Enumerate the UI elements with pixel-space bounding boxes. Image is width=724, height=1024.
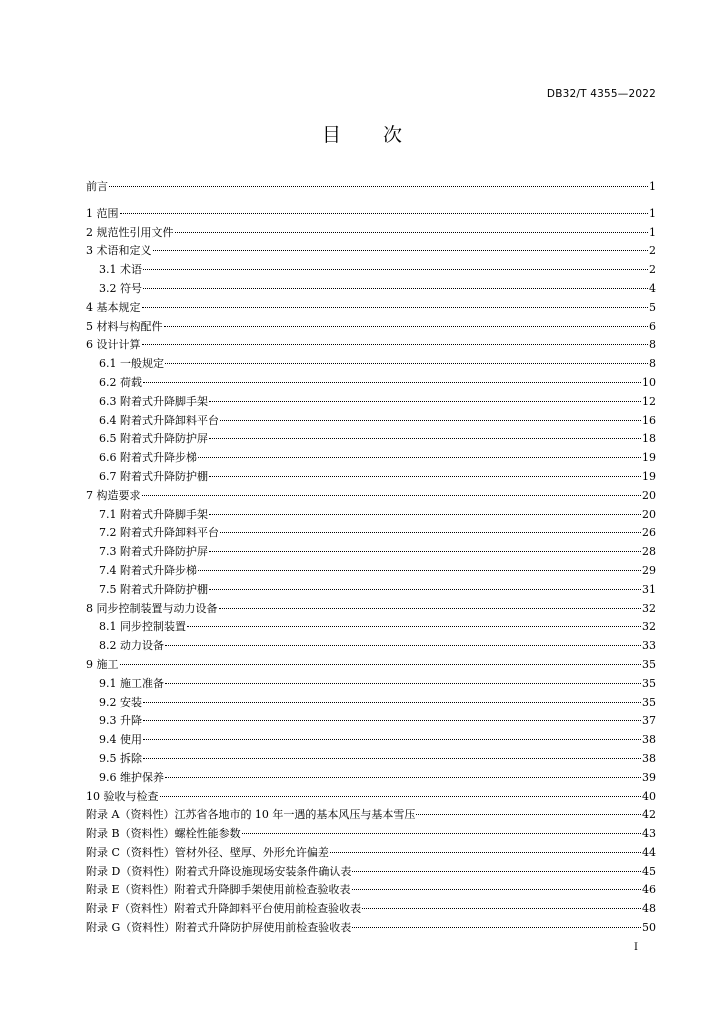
toc-entry[interactable] bbox=[86, 581, 656, 600]
toc-entry-page: 44 bbox=[642, 845, 656, 859]
toc-entry[interactable] bbox=[86, 178, 656, 197]
toc-entry[interactable] bbox=[86, 618, 656, 637]
toc-leader-dots bbox=[219, 608, 642, 609]
toc-entry[interactable] bbox=[86, 806, 656, 825]
toc-entry-label: 附录 F（资料性）附着式升降卸料平台使用前检查验收表 bbox=[86, 902, 362, 916]
toc-leader-dots bbox=[143, 382, 641, 383]
toc-entry[interactable] bbox=[86, 694, 656, 713]
toc-leader-dots bbox=[143, 702, 641, 703]
toc-entry[interactable] bbox=[86, 562, 656, 581]
toc-entry[interactable] bbox=[86, 336, 656, 355]
toc-entry-page: 5 bbox=[649, 300, 656, 314]
toc-entry[interactable] bbox=[86, 224, 656, 243]
toc-entry-page: 19 bbox=[642, 469, 656, 483]
toc-entry[interactable] bbox=[86, 543, 656, 562]
toc-entry-page: 1 bbox=[649, 225, 656, 239]
toc-entry-label: 7.2 附着式升降卸料平台 bbox=[99, 526, 219, 540]
page-title bbox=[0, 120, 724, 147]
toc-entry[interactable] bbox=[86, 280, 656, 299]
toc-entry[interactable] bbox=[86, 675, 656, 694]
toc-entry-page: 31 bbox=[642, 582, 656, 596]
toc-entry-page: 10 bbox=[642, 375, 656, 389]
toc-leader-dots bbox=[120, 213, 649, 214]
toc-entry[interactable] bbox=[86, 261, 656, 280]
toc-entry-page: 45 bbox=[642, 864, 656, 878]
toc-entry[interactable] bbox=[86, 242, 656, 261]
toc-entry-page: 4 bbox=[649, 281, 656, 295]
toc-entry-page: 8 bbox=[649, 357, 656, 371]
toc-entry-label: 附录 D（资料性）附着式升降设施现场安装条件确认表 bbox=[86, 864, 352, 878]
toc-entry-label: 6.5 附着式升降防护屏 bbox=[99, 432, 208, 446]
toc-entry-label: 7.4 附着式升降步梯 bbox=[99, 563, 197, 577]
toc-entry[interactable] bbox=[86, 412, 656, 431]
toc-entry[interactable] bbox=[86, 487, 656, 506]
toc-entry-page: 50 bbox=[642, 921, 656, 935]
toc-entry-page: 33 bbox=[642, 639, 656, 653]
toc-entry[interactable] bbox=[86, 750, 656, 769]
toc-entry-label: 10 验收与检查 bbox=[86, 789, 159, 803]
toc-leader-dots bbox=[160, 796, 642, 797]
title-char-2: 次 bbox=[383, 124, 403, 146]
toc-entry[interactable] bbox=[86, 656, 656, 675]
toc-entry-label: 9.1 施工准备 bbox=[99, 676, 164, 690]
toc-leader-dots bbox=[175, 232, 649, 233]
toc-entry-label: 6.4 附着式升降卸料平台 bbox=[99, 413, 219, 427]
toc-entry-page: 43 bbox=[642, 827, 656, 841]
toc-entry-page: 32 bbox=[642, 601, 656, 615]
toc-entry-page: 19 bbox=[642, 451, 656, 465]
toc-entry-label: 附录 C（资料性）管材外径、壁厚、外形允许偏差 bbox=[86, 845, 329, 859]
toc-entry[interactable] bbox=[86, 788, 656, 807]
toc-entry-label: 9.6 维护保养 bbox=[99, 770, 164, 784]
toc-entry[interactable] bbox=[86, 844, 656, 863]
toc-leader-dots bbox=[220, 420, 641, 421]
toc-leader-dots bbox=[209, 401, 641, 402]
toc-entry-page: 29 bbox=[642, 563, 656, 577]
toc-entry[interactable] bbox=[86, 919, 656, 938]
toc-leader-dots bbox=[242, 833, 641, 834]
toc-leader-dots bbox=[165, 777, 641, 778]
toc-entry-label: 6 设计计算 bbox=[86, 338, 141, 352]
toc-leader-dots bbox=[143, 269, 648, 270]
toc-entry-page: 12 bbox=[642, 394, 656, 408]
toc-leader-dots bbox=[143, 288, 648, 289]
toc-entry-label: 附录 B（资料性）螺栓性能参数 bbox=[86, 827, 241, 841]
toc-entry[interactable] bbox=[86, 900, 656, 919]
toc-leader-dots bbox=[198, 457, 641, 458]
toc-leader-dots bbox=[209, 476, 641, 477]
toc-entry-label: 6.2 荷载 bbox=[99, 375, 142, 389]
toc-entry-label: 6.3 附着式升降脚手架 bbox=[99, 394, 208, 408]
toc-leader-dots bbox=[143, 720, 641, 721]
toc-entry-page: 6 bbox=[649, 319, 656, 333]
toc-leader-dots bbox=[352, 889, 641, 890]
toc-leader-dots bbox=[165, 645, 641, 646]
toc-entry[interactable] bbox=[86, 712, 656, 731]
toc-entry[interactable] bbox=[86, 205, 656, 224]
toc-entry-label: 7.3 附着式升降防护屏 bbox=[99, 545, 208, 559]
toc-entry[interactable] bbox=[86, 393, 656, 412]
toc-entry-label: 4 基本规定 bbox=[86, 300, 141, 314]
toc-entry-page: 18 bbox=[642, 432, 656, 446]
toc-entry-page: 26 bbox=[642, 526, 656, 540]
toc-entry[interactable] bbox=[86, 863, 656, 882]
toc-entry-page: 37 bbox=[642, 714, 656, 728]
toc-entry-label: 2 规范性引用文件 bbox=[86, 225, 174, 239]
toc-entry-label: 9 施工 bbox=[86, 657, 119, 671]
toc-entry-label: 1 范围 bbox=[86, 206, 119, 220]
toc-leader-dots bbox=[209, 438, 641, 439]
toc-entry[interactable] bbox=[86, 468, 656, 487]
toc-entry-page: 16 bbox=[642, 413, 656, 427]
toc-entry-page: 1 bbox=[649, 180, 656, 193]
toc-leader-dots bbox=[198, 570, 641, 571]
toc-leader-dots bbox=[153, 250, 649, 251]
toc-entry-page: 8 bbox=[649, 338, 656, 352]
toc-leader-dots bbox=[220, 532, 641, 533]
toc-entry-label: 3.2 符号 bbox=[99, 281, 142, 295]
toc-entry-page: 20 bbox=[642, 488, 656, 502]
toc-entry-page: 48 bbox=[642, 902, 656, 916]
toc-entry-page: 35 bbox=[642, 657, 656, 671]
toc-leader-dots bbox=[109, 186, 648, 187]
toc-entry[interactable] bbox=[86, 600, 656, 619]
toc-leader-dots bbox=[142, 307, 649, 308]
toc-entry-label: 6.6 附着式升降步梯 bbox=[99, 451, 197, 465]
toc-leader-dots bbox=[209, 514, 641, 515]
toc-entry-page: 40 bbox=[642, 789, 656, 803]
toc-leader-dots bbox=[330, 852, 641, 853]
toc-entry-label: 7 构造要求 bbox=[86, 488, 141, 502]
toc-entry-label: 7.1 附着式升降脚手架 bbox=[99, 507, 208, 521]
toc-entry-label: 8 同步控制装置与动力设备 bbox=[86, 601, 218, 615]
toc-entry[interactable] bbox=[86, 374, 656, 393]
toc-leader-dots bbox=[142, 344, 649, 345]
toc-entry-label: 5 材料与构配件 bbox=[86, 319, 163, 333]
toc-entry-page: 2 bbox=[649, 263, 656, 277]
toc-entry-page: 39 bbox=[642, 770, 656, 784]
toc-entry-label: 6.7 附着式升降防护棚 bbox=[99, 469, 208, 483]
toc-entry-label: 9.2 安装 bbox=[99, 695, 142, 709]
toc-entry[interactable] bbox=[86, 825, 656, 844]
toc-leader-dots bbox=[416, 814, 641, 815]
toc-entry-label: 前言 bbox=[86, 180, 108, 193]
toc-entry[interactable] bbox=[86, 769, 656, 788]
toc-entry-page: 42 bbox=[642, 808, 656, 822]
document-code: DB32/T 4355—2022 bbox=[546, 88, 656, 100]
toc-leader-dots bbox=[362, 908, 641, 909]
toc-leader-dots bbox=[165, 683, 641, 684]
toc-leader-dots bbox=[187, 626, 641, 627]
toc-entry-page: 28 bbox=[642, 545, 656, 559]
toc-entry-label: 附录 E（资料性）附着式升降脚手架使用前检查验收表 bbox=[86, 883, 351, 897]
toc-entry-label: 8.2 动力设备 bbox=[99, 639, 164, 653]
toc-leader-dots bbox=[209, 551, 641, 552]
toc-leader-dots bbox=[143, 758, 641, 759]
title-char-1: 目 bbox=[321, 124, 341, 146]
toc-entry[interactable] bbox=[86, 506, 656, 525]
toc-entry[interactable] bbox=[86, 430, 656, 449]
toc-leader-dots bbox=[209, 589, 641, 590]
toc-leader-dots bbox=[143, 739, 641, 740]
toc-entry-label: 3.1 术语 bbox=[99, 263, 142, 277]
toc-entry[interactable] bbox=[86, 318, 656, 337]
toc-entry-label: 3 术语和定义 bbox=[86, 244, 152, 258]
toc-entry-page: 32 bbox=[642, 620, 656, 634]
toc-entry-label: 9.5 拆除 bbox=[99, 751, 142, 765]
toc-entry[interactable] bbox=[86, 731, 656, 750]
toc-entry-label: 9.4 使用 bbox=[99, 733, 142, 747]
toc-entry-label: 6.1 一般规定 bbox=[99, 357, 164, 371]
toc-leader-dots bbox=[165, 363, 648, 364]
toc-entry-label: 附录 A（资料性）江苏省各地市的 10 年一遇的基本风压与基本雪压 bbox=[86, 808, 416, 822]
toc-entry[interactable] bbox=[86, 524, 656, 543]
toc-entry-page: 38 bbox=[642, 751, 656, 765]
toc-leader-dots bbox=[120, 664, 642, 665]
toc-entry[interactable] bbox=[86, 881, 656, 900]
toc-entry-page: 46 bbox=[642, 883, 656, 897]
toc-entry-label: 9.3 升降 bbox=[99, 714, 142, 728]
toc-entry-label: 7.5 附着式升降防护棚 bbox=[99, 582, 208, 596]
toc-leader-dots bbox=[164, 326, 649, 327]
toc-entry-page: 38 bbox=[642, 733, 656, 747]
toc-leader-dots bbox=[352, 871, 641, 872]
table-of-contents bbox=[86, 178, 656, 938]
toc-entry-page: 2 bbox=[649, 244, 656, 258]
toc-entry-label: 8.1 同步控制装置 bbox=[99, 620, 186, 634]
toc-entry[interactable] bbox=[86, 299, 656, 318]
toc-leader-dots bbox=[352, 927, 641, 928]
page-number: I bbox=[634, 942, 638, 953]
toc-leader-dots bbox=[142, 495, 642, 496]
toc-entry-label: 附录 G（资料性）附着式升降防护屏使用前检查验收表 bbox=[86, 921, 352, 935]
toc-entry-page: 1 bbox=[649, 206, 656, 220]
toc-entry-page: 35 bbox=[642, 676, 656, 690]
toc-entry[interactable] bbox=[86, 637, 656, 656]
toc-entry-page: 20 bbox=[642, 507, 656, 521]
toc-entry-page: 35 bbox=[642, 695, 656, 709]
toc-entry[interactable] bbox=[86, 355, 656, 374]
toc-entry[interactable] bbox=[86, 449, 656, 468]
